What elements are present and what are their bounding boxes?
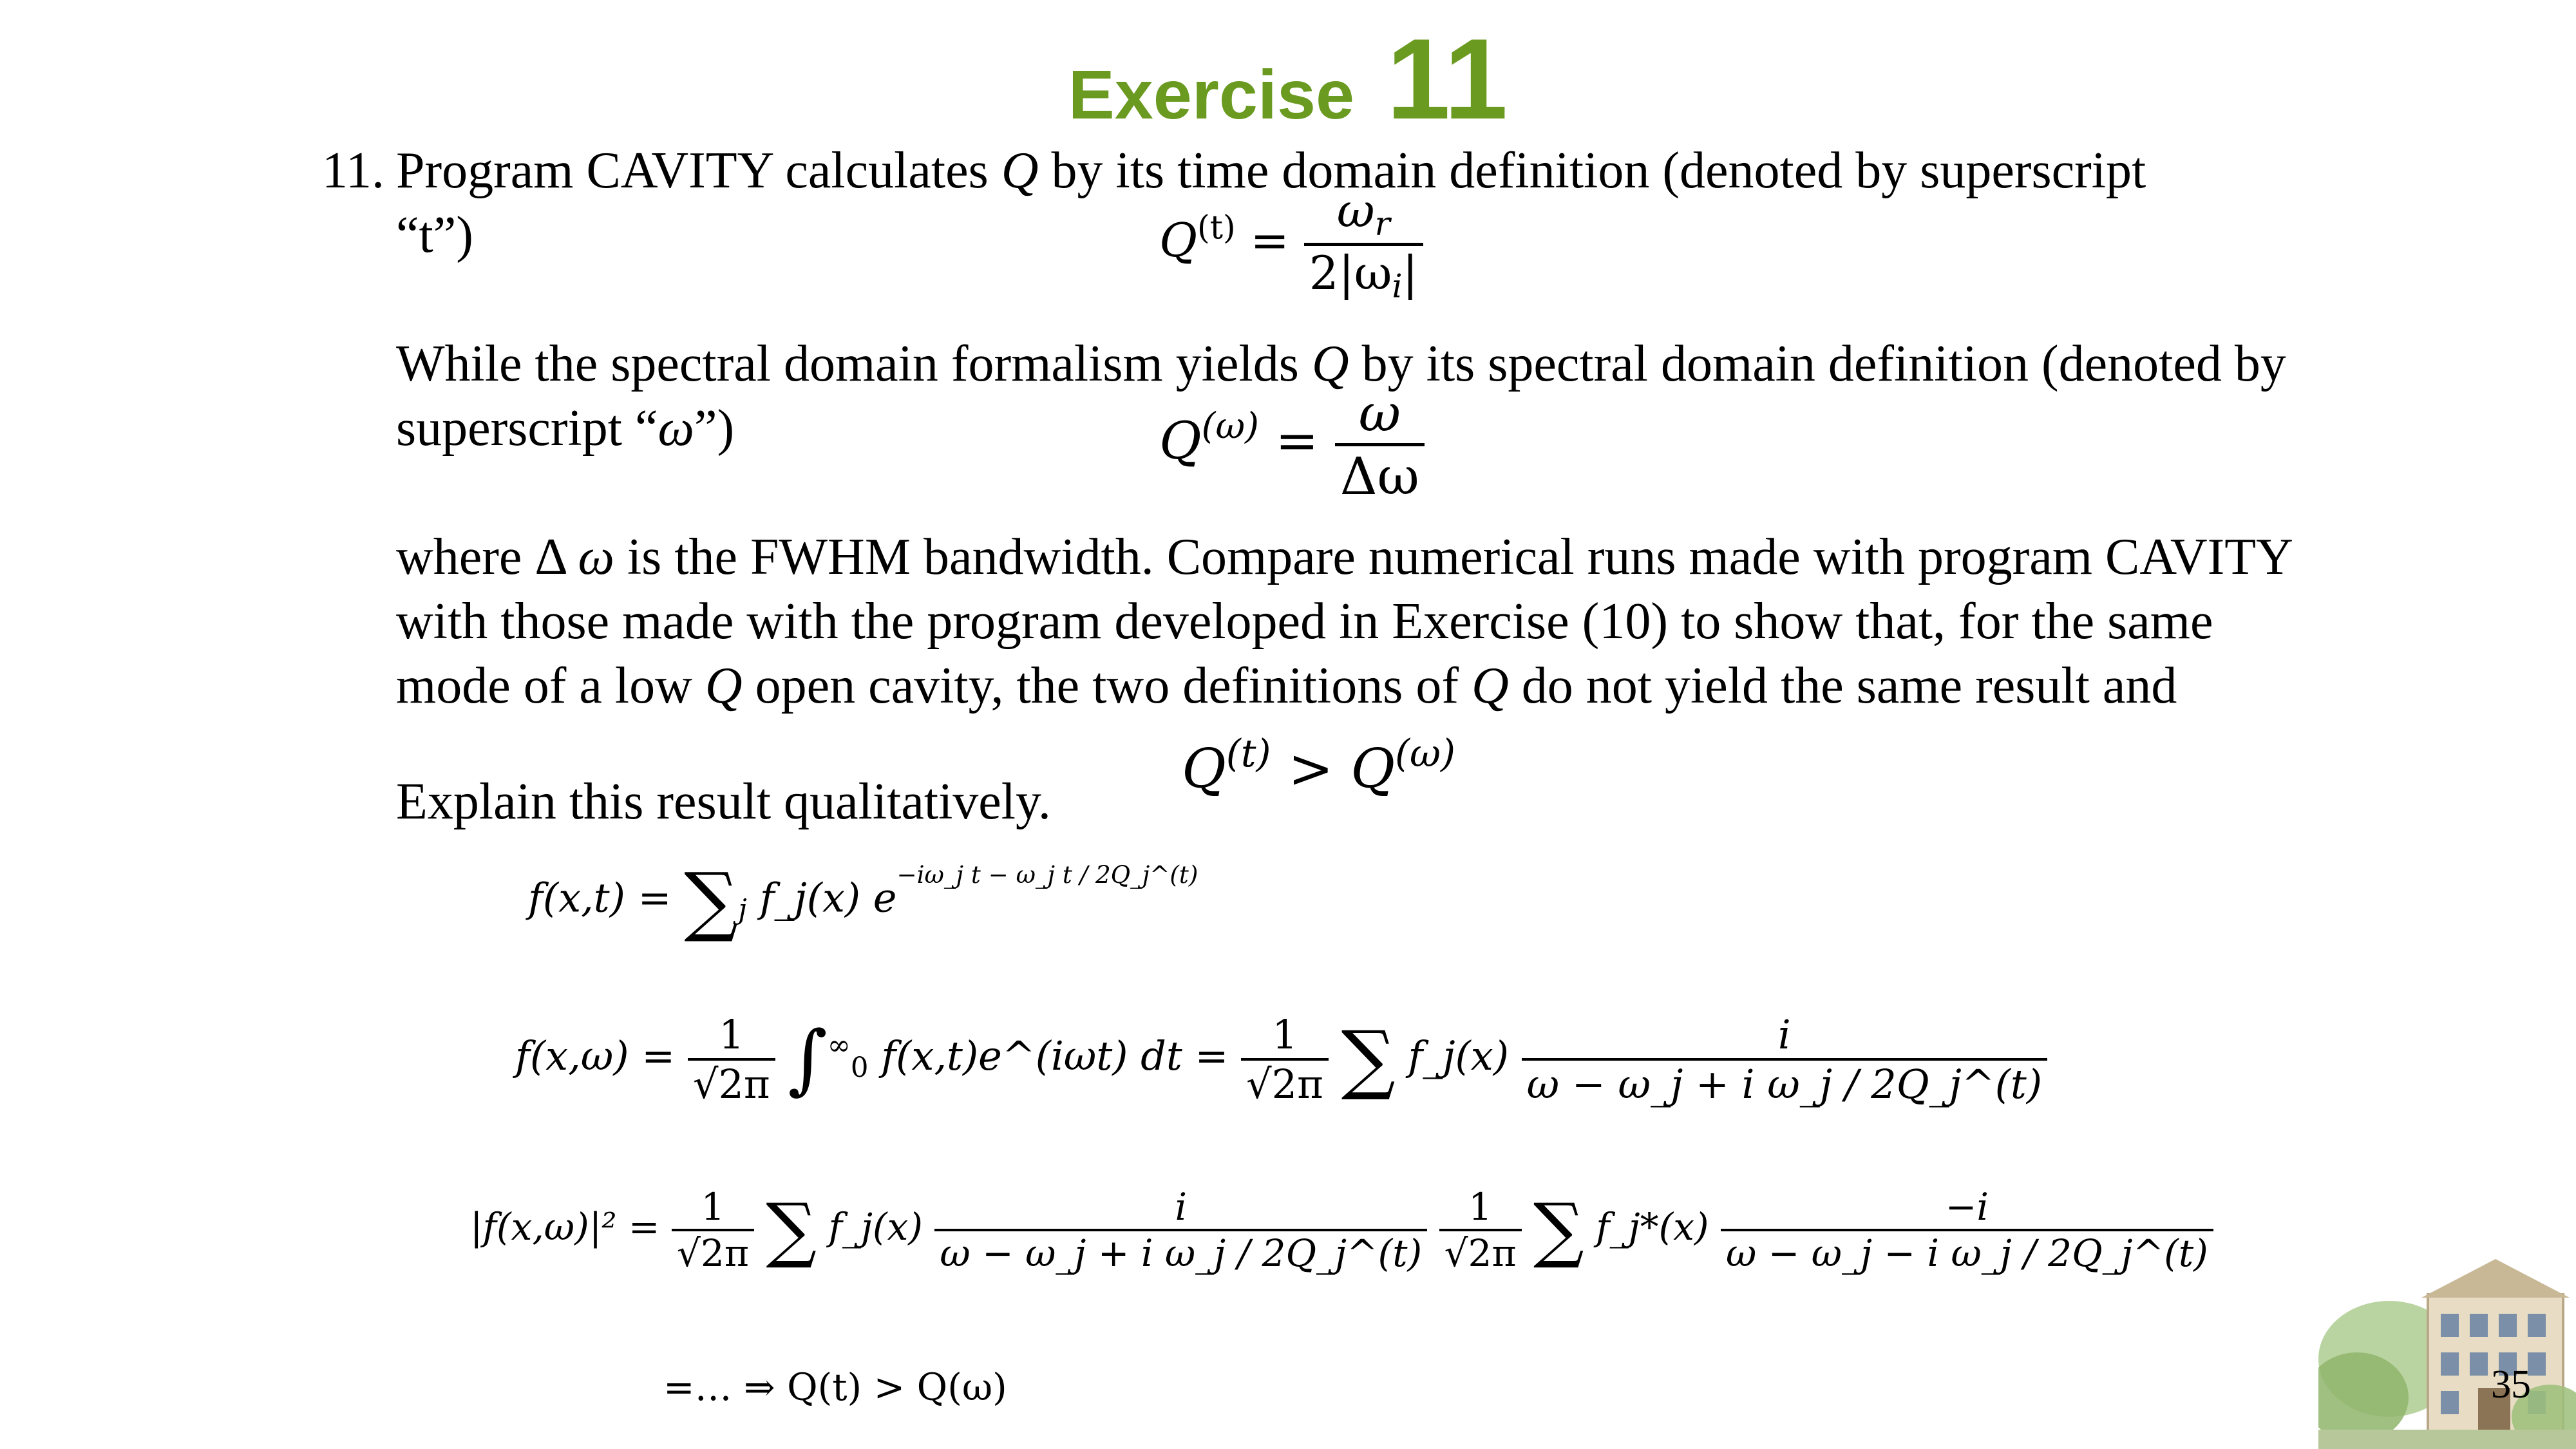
problem-line-1: Program CAVITY calculates Q by its time domain definition (denoted by superscript	[396, 142, 2146, 199]
q-symbol: Q	[1001, 142, 1039, 199]
page-number: 35	[2491, 1363, 2531, 1406]
problem-line-8: Explain this result qualitatively.	[396, 773, 1051, 830]
fraction: $\omega_r$ $2|\omega_i|$	[1304, 184, 1423, 305]
equation-q-time: $Q^{(t)}$ = $\omega_r$ $2|\omega_i|$	[1159, 184, 1423, 305]
derivation-line-1: $f(x,t) = \sum_j$ f_j(x) $e^{-i\omega\_j t - \omega\_j t / 2Q\_j\^{}(t)}$	[528, 857, 1198, 945]
problem-line-2: “t”)	[396, 207, 473, 263]
derivation-line-4: =… ⇒ Q(t) > Q(ω)	[663, 1365, 1007, 1409]
derivation-line-2: f(x,ω) = $\frac{1}{√2\pi}$ $\int^\infty_0$ f(x,t)e^(iωt) dt = $\frac{1}{√2\pi}$ ∑ f_j(x) $\frac{i}{\text{ω − ω\_j + i ω\_j / 2Q\_j\textasciicircum{}(t)}}$	[515, 1011, 2047, 1108]
campus-building-illustration	[2318, 1224, 2576, 1449]
problem-line-3: While the spectral domain formalism yields Q by its spectral domain definition (denoted by	[396, 336, 2286, 392]
equation-inequality: $Q^{(t)} > Q^{(\omega)}$	[1182, 731, 1455, 800]
problem-line-6: with those made with the program developed in Exercise (10) to show that, for the same	[396, 593, 2213, 650]
slide-title	[0, 13, 2576, 145]
problem-line-5: where Δ ω is the FWHM bandwidth. Compare numerical runs made with program CAVITY	[396, 529, 2293, 585]
title-number: 11	[1387, 15, 1508, 143]
derivation-line-3: |f(x,ω)|² = $\frac{1}{√2\pi}$ ∑ f_j(x) $\frac{i}{\text{ω − ω\_j + i ω\_j / 2Q\_j\textasciicircum{}(t)}}$ $\frac{1}{√2\pi}$ ∑ f_j*(x) $\frac{-i}{\text{ω − ω\_j − i ω\_j / 2Q\_j\textasciicircum{}(t)}}$	[470, 1185, 2213, 1275]
problem-line-7: mode of a low Q open cavity, the two definitions of Q do not yield the same result and	[396, 658, 2177, 714]
problem-number: 11.	[322, 142, 385, 199]
title-word: Exercise	[1068, 55, 1355, 133]
equation-q-omega: $Q^{(\omega)}$ = ω Δω	[1159, 383, 1425, 506]
problem-line-4: superscript “ω”)	[396, 400, 735, 457]
